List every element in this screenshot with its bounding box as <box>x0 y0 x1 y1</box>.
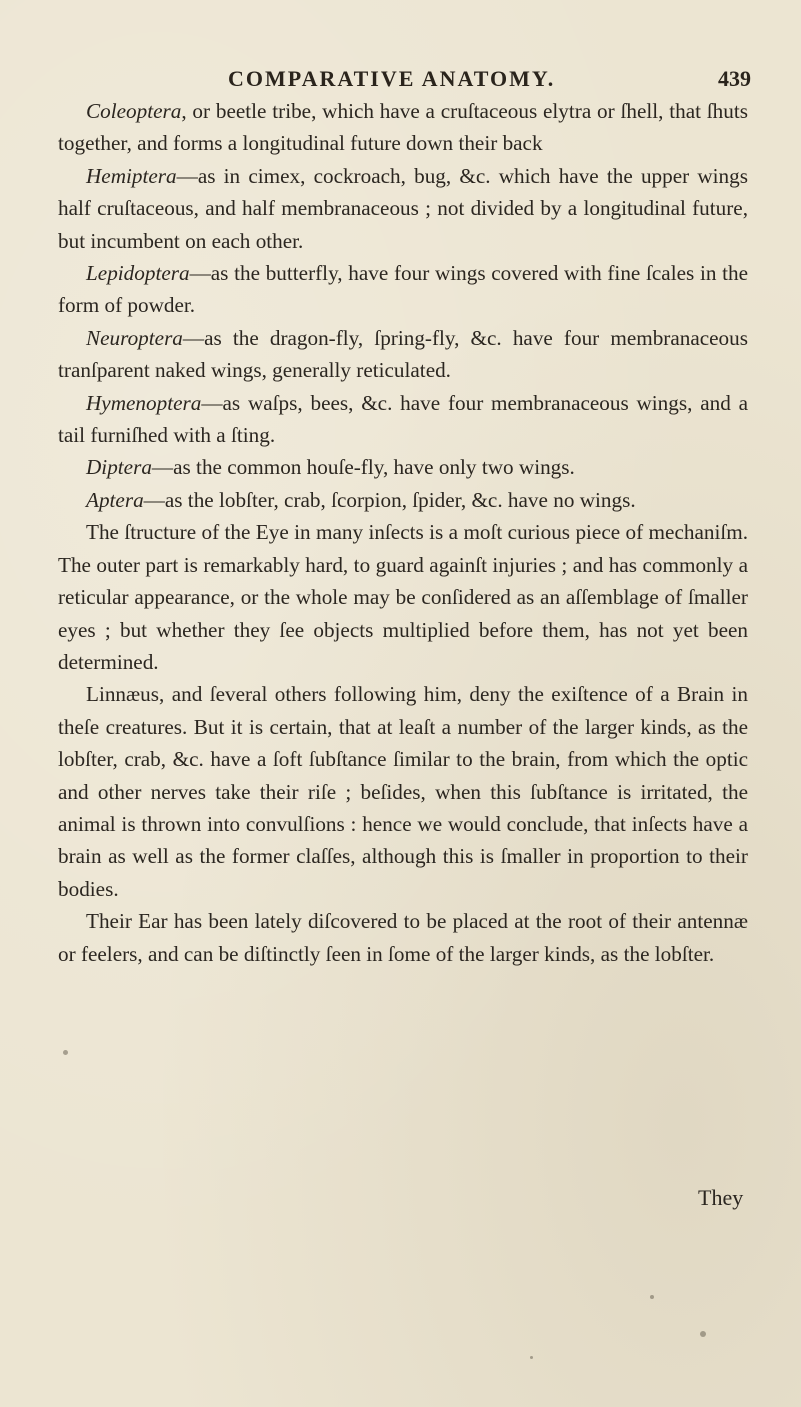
paragraph-text: —as waſps, bees, &c. have four membranaceous wings, and a tail furniſhed with a ſting. <box>58 390 748 448</box>
paragraph-diptera <box>58 451 748 483</box>
paragraph-hemiptera <box>58 160 748 257</box>
page-number: 439 <box>718 66 751 91</box>
paragraph-text: Linnæus, and ſeveral others following him, deny the exiſtence of a Brain in theſe creatures. But it is certain, that at leaſt a number of the larger kinds, as the lobſter, crab, &c. have a ſoft ſubſtance ſimilar to the brain, from which the optic and other nerves take their riſe ; beſides, when this ſubſtance is irritated, the animal is thrown into convulſions : hence we would conclude, that inſects have a brain as well as the former claſſes, although this is ſmaller in proportion to their bodies. <box>58 682 748 901</box>
catchword: They <box>698 1185 744 1210</box>
term-label: Diptera <box>86 455 152 480</box>
term-label: Lepidoptera <box>86 261 190 286</box>
paragraph-ear <box>58 905 748 970</box>
paper-speck <box>650 1295 654 1299</box>
body-text <box>58 95 748 970</box>
paragraph-text: , or beetle tribe, which have a cruſtaceous elytra or ſhell, that ſhuts together, and forms a longitudinal future down their back <box>58 99 748 156</box>
paragraph-text: The ſtructure of the Eye in many inſects is a moſt curious piece of mechaniſm. The outer part is remarkably hard, to guard againſt injuries ; and has commonly a reticular appearance, or the whole may be conſidered as an aſſemblage of ſmaller eyes ; but whether they ſee objects multiplied before them, has not yet been determined. <box>58 520 748 674</box>
paper-speck <box>530 1356 533 1359</box>
paragraph-text: —as the common houſe-fly, have only two wings. <box>151 455 575 480</box>
running-title: COMPARATIVE ANATOMY. <box>228 66 556 91</box>
paragraph-hymenoptera <box>58 387 748 452</box>
term-label: Aptera <box>86 487 144 512</box>
paragraph-coleoptera <box>58 95 748 160</box>
paragraph-aptera <box>58 484 748 516</box>
term-label: Neuroptera <box>86 325 183 350</box>
paper-speck <box>63 1050 68 1055</box>
paragraph-text: —as in cimex, cockroach, bug, &c. which have the upper wings half cruſtaceous, and half membranaceous ; not divided by a longitudinal future, but incumbent on each other. <box>58 163 748 253</box>
term-label: Hymenoptera <box>86 390 202 415</box>
paragraph-brain <box>58 678 748 905</box>
paragraph-lepidoptera <box>58 257 748 322</box>
paragraph-text: Their Ear has been lately diſcovered to be placed at the root of their antennæ or feelers, and can be diſtinctly ſeen in ſome of the larger kinds, as the lobſter. <box>58 909 748 966</box>
term-label: Hemiptera <box>86 163 177 188</box>
paragraph-text: —as the lobſter, crab, ſcorpion, ſpider, &c. have no wings. <box>143 487 636 512</box>
paragraph-text: —as the butterfly, have four wings covered with fine ſcales in the form of powder. <box>58 261 748 318</box>
paragraph-neuroptera <box>58 322 748 387</box>
term-label: Coleoptera <box>86 99 182 123</box>
paper-speck <box>700 1331 706 1337</box>
paragraph-eye <box>58 516 748 678</box>
running-head <box>0 60 801 100</box>
paragraph-text: —as the dragon-fly, ſpring-fly, &c. have four membranaceous tranſparent naked wings, generally reticulated. <box>58 325 748 383</box>
